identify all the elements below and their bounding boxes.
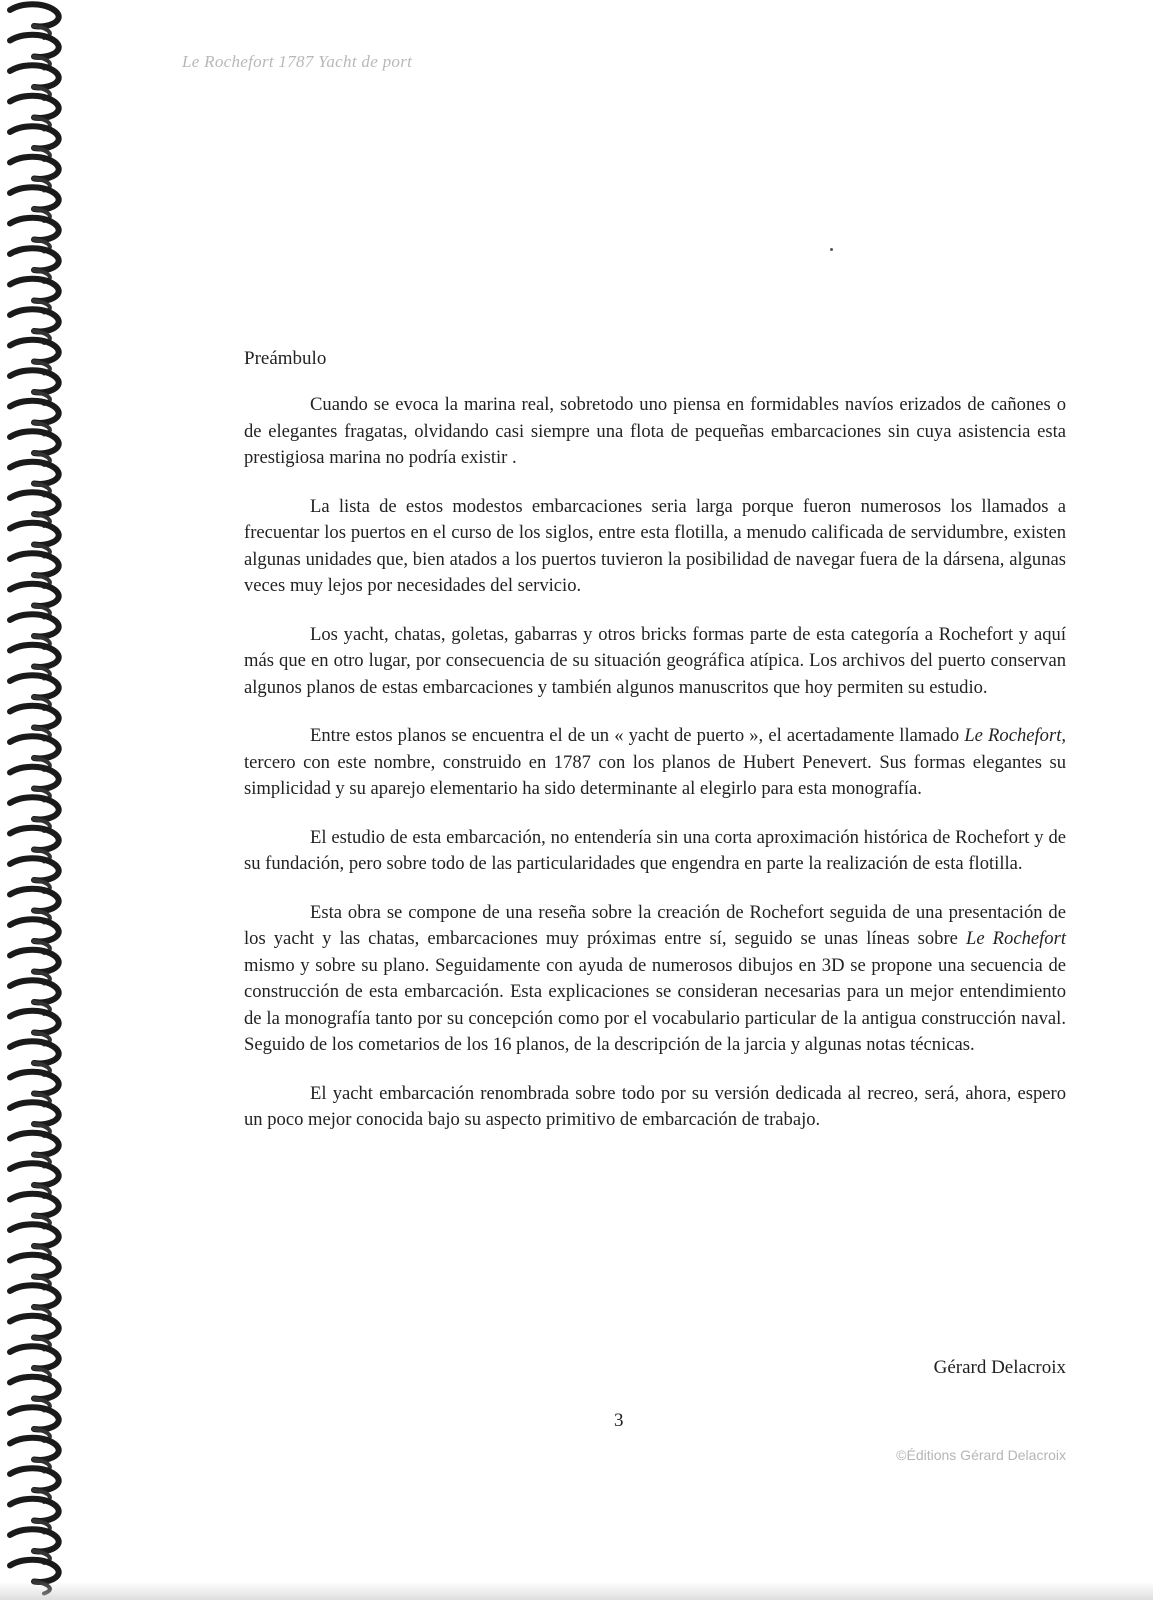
boat-name-italic: Le Rochefort	[966, 928, 1066, 949]
paragraph-4-part2: tercero con este nombre, construido en 1787 con los planos de Hubert Penevert. Sus formas elegantes su simplicidad y su aparejo elementario ha sido determinante al elegirlo para esta monografía.	[244, 751, 1066, 799]
paragraph-7: El yacht embarcación renombrada sobre todo por su versión dedicada al recreo, será, ahora, espero un poco mejor conocida bajo su aspecto primitivo de embarcación de trabajo.	[244, 1082, 1066, 1130]
copyright-notice: ©Éditions Gérard Delacroix	[896, 1447, 1066, 1463]
main-content	[244, 348, 1066, 1156]
paragraph-4-part1: Entre estos planos se encuentra el de un « yacht de puerto », el acertadamente llamado	[310, 725, 965, 746]
page-number: 3	[614, 1410, 624, 1431]
paragraph-3: Los yacht, chatas, goletas, gabarras y otros bricks formas parte de esta categoría a Rochefort y aquí más que en otro lugar, por consecuencia de su situación geográfica atípica. Los archivos del puerto conservan algunos planos de estas embarcaciones y también algunos manuscritos que hoy permiten su estudio.	[244, 623, 1066, 698]
paragraph-2: La lista de estos modestos embarcaciones seria larga porque fueron numerosos los llamados a frecuentar los puertos en el curso de los siglos, entre esta flotilla, a menudo calificada de servidumbre, existen algunas unidades que, bien atados a los puertos tuvieron la posibilidad de navegar fuera de la dársena, algunas veces muy lejos por necesidades del servicio.	[244, 495, 1066, 596]
author-signature: Gérard Delacroix	[933, 1357, 1066, 1378]
paragraph-5: El estudio de esta embarcación, no entendería sin una corta aproximación histórica de Rochefort y de su fundación, pero sobre todo de las particularidades que engendra en parte la realización de esta flotilla.	[244, 826, 1066, 874]
paragraph-6	[244, 900, 1066, 1059]
paragraph-1: Cuando se evoca la marina real, sobretodo uno piensa en formidables navíos erizados de cañones o de elegantes fragatas, olvidando casi siempre una flota de pequeñas embarcaciones sin cuya asistencia esta prestigiosa marina no podría existir .	[244, 394, 1066, 468]
paragraph-4	[244, 723, 1066, 803]
section-title: Preámbulo	[244, 348, 327, 369]
paragraph-6-part1: Esta obra se compone de una reseña sobre la creación de Rochefort seguida de una presentación de los yacht y las chatas, embarcaciones muy próximas entre sí, seguido se unas líneas sobre	[244, 901, 1066, 949]
page-edge-shadow	[0, 1582, 1153, 1600]
scan-speck	[830, 248, 833, 251]
paragraph-6-part2: mismo y sobre su plano. Seguidamente con ayuda de numerosos dibujos en 3D se propone una secuencia de construcción de esta embarcación. Esta explicaciones se consideran necesarias para un mejor entendimiento de la monografía tanto por su concepción como por el vocabulario particular de la antigua construcción naval. Seguido de los cometarios de los 16 planos, de la descripción de la jarcia y algunas notas técnicas.	[244, 954, 1066, 1055]
boat-name-italic: Le Rochefort,	[964, 725, 1067, 746]
running-header: Le Rochefort 1787 Yacht de port	[182, 52, 413, 71]
spiral-binding-icon	[0, 0, 72, 1600]
